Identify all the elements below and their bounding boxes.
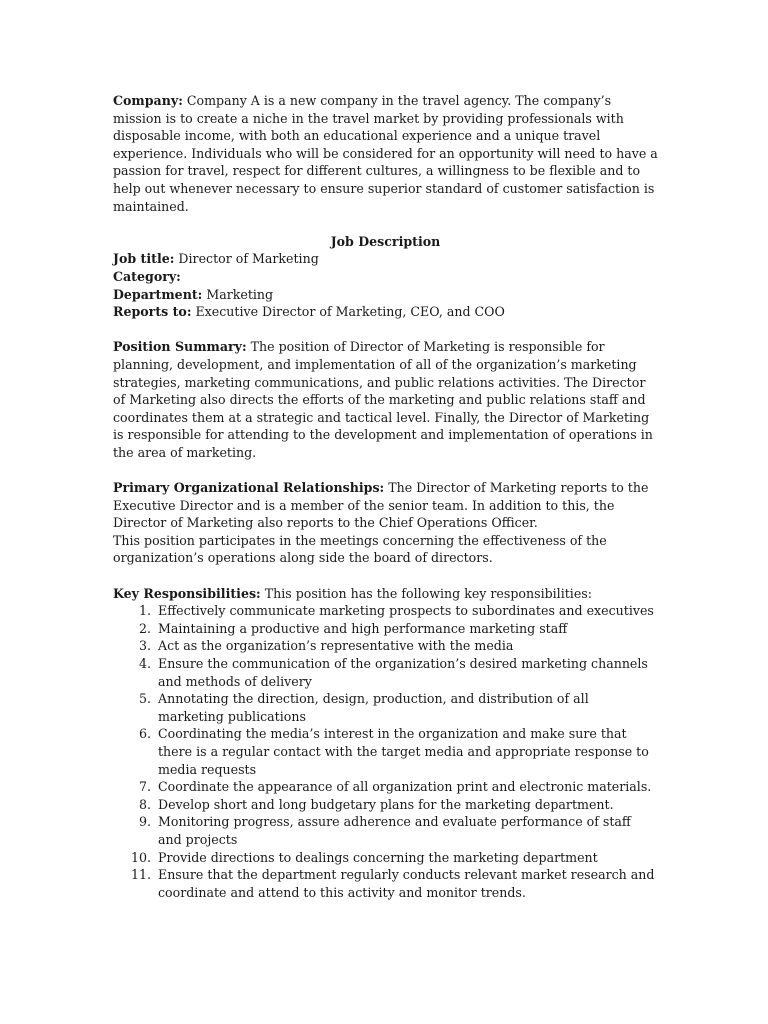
list-item-text: Maintaining a productive and high performance marketing staff <box>158 620 568 636</box>
list-item-number: 11. <box>130 867 151 883</box>
list-item <box>113 849 658 867</box>
department-label: Department: <box>113 286 203 302</box>
list-item-text: Ensure that the department regularly conducts relevant market research and coordinate and attend to this activity and monitor trends. <box>158 867 655 900</box>
spacer <box>113 215 658 233</box>
reports-to-value: Executive Director of Marketing, CEO, and COO <box>191 304 505 320</box>
section-heading: Job Description <box>330 233 441 249</box>
category-line <box>113 268 658 286</box>
list-item <box>113 866 658 901</box>
company-paragraph <box>113 92 658 215</box>
responsibilities-label: Key Responsibilities: <box>113 585 261 601</box>
spacer <box>113 321 658 339</box>
position-summary-paragraph <box>113 338 658 461</box>
list-item-text: Coordinating the media’s interest in the organization and make sure that there is a regular contact with the target media and appropriate response to media requests <box>158 726 649 777</box>
relationships-label: Primary Organizational Relationships: <box>113 480 385 496</box>
spacer <box>113 567 658 585</box>
job-title-value: Director of Marketing <box>174 251 319 267</box>
list-item-number: 9. <box>138 814 151 830</box>
list-item-text: Effectively communicate marketing prospects to subordinates and executives <box>158 603 654 619</box>
job-title-line <box>113 250 658 268</box>
document-page <box>113 92 658 901</box>
category-label: Category: <box>113 268 181 284</box>
list-item-text: Provide directions to dealings concerning the marketing department <box>158 849 598 865</box>
list-item <box>113 655 658 690</box>
department-value: Marketing <box>202 286 274 302</box>
department-line <box>113 286 658 304</box>
list-item-text: Annotating the direction, design, production, and distribution of all marketing publications <box>158 691 589 724</box>
spacer <box>113 461 658 479</box>
company-label: Company: <box>113 93 183 108</box>
list-item <box>113 637 658 655</box>
company-text: Company A is a new company in the travel agency. The company’s mission is to create a niche in the travel market by providing professionals with disposable income, with both an educational experience and a unique travel experience. Individuals who will be considered for an opportunity will need to have a passion for travel, respect for different cultures, a willingness to be flexible and to help out whenever necessary to ensure superior standard of customer satisfaction is maintained. <box>113 93 658 214</box>
list-item-number: 7. <box>138 779 151 795</box>
list-item <box>113 725 658 778</box>
list-item-number: 8. <box>138 796 151 812</box>
list-item <box>113 602 658 620</box>
list-item <box>113 796 658 814</box>
list-item-number: 1. <box>138 603 151 619</box>
relationships-paragraph <box>113 479 658 532</box>
list-item-text: Coordinate the appearance of all organization print and electronic materials. <box>158 779 652 795</box>
list-item-number: 2. <box>138 620 151 636</box>
relationships-text: The Director of Marketing reports to the Executive Director and is a member of the senior team. In addition to this, the Director of Marketing also reports to the Chief Operations Officer. <box>113 480 649 531</box>
list-item-text: Monitoring progress, assure adherence and evaluate performance of staff and projects <box>158 814 631 847</box>
list-item-number: 10. <box>130 849 151 865</box>
list-item <box>113 813 658 848</box>
list-item-text: Ensure the communication of the organization’s desired marketing channels and methods of delivery <box>158 656 648 689</box>
relationships-paragraph-2: This position participates in the meetings concerning the effectiveness of the organization’s operations along side the board of directors. <box>113 532 607 566</box>
list-item <box>113 778 658 796</box>
reports-to-label: Reports to: <box>113 304 192 320</box>
responsibilities-list <box>113 602 658 901</box>
list-item <box>113 620 658 638</box>
position-summary-label: Position Summary: <box>113 339 247 355</box>
list-item-number: 6. <box>138 726 151 742</box>
responsibilities-intro-text: This position has the following key responsibilities: <box>260 585 592 601</box>
list-item <box>113 690 658 725</box>
list-item-text: Develop short and long budgetary plans for the marketing department. <box>158 796 614 812</box>
list-item-text: Act as the organization’s representative with the media <box>158 638 514 654</box>
position-summary-text: The position of Director of Marketing is responsible for planning, development, and implementation of all of the organization’s marketing strategies, marketing communications, and public relations activities. The Director of Marketing also directs the efforts of the marketing and public relations staff and coordinates them at a strategic and tactical level. Finally, the Director of Marketing is responsible for attending to the development and implementation of operations in the area of marketing. <box>113 339 653 460</box>
list-item-number: 4. <box>138 656 151 671</box>
list-item-number: 5. <box>138 691 151 707</box>
job-title-label: Job title: <box>113 251 175 267</box>
reports-to-line <box>113 303 658 321</box>
list-item-number: 3. <box>138 638 151 654</box>
responsibilities-intro <box>113 585 658 603</box>
